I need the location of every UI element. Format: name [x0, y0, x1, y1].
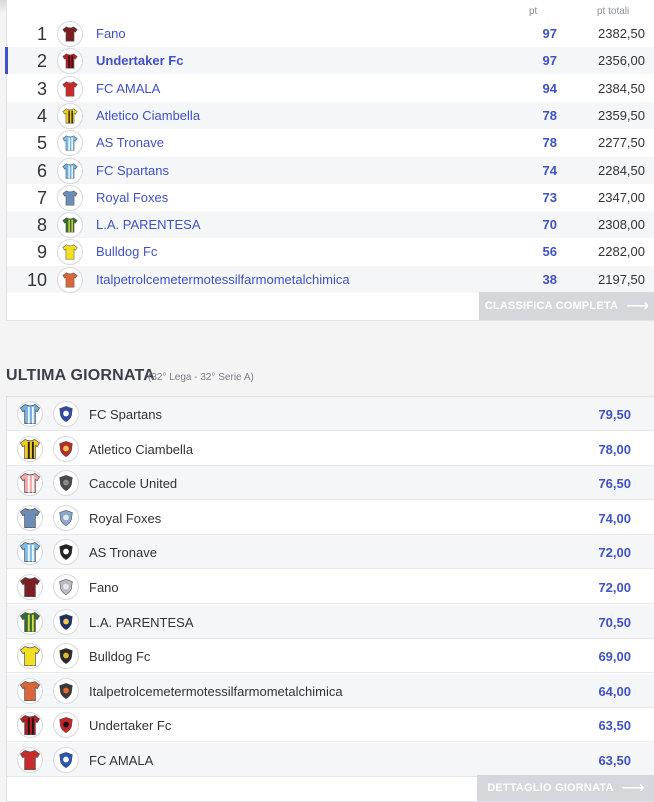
team-logo-icon — [53, 712, 79, 738]
team-logo-icon — [53, 643, 79, 669]
rank-number: 8 — [36, 215, 47, 236]
jersey-icon — [57, 185, 83, 211]
round-score: 79,50 — [598, 407, 631, 422]
jersey-icon — [57, 239, 83, 265]
dettaglio-giornata-button[interactable] — [477, 775, 654, 801]
rank-number: 9 — [36, 242, 47, 263]
team-name: Bulldog Fc — [89, 649, 151, 665]
round-score: 63,50 — [598, 753, 631, 768]
team-points: 78 — [542, 135, 557, 151]
team-logo-icon — [53, 747, 79, 773]
jersey-icon — [17, 505, 43, 531]
team-points: 97 — [542, 53, 557, 69]
round-row[interactable] — [7, 535, 654, 569]
jersey-icon — [57, 103, 83, 129]
rank-number: 10 — [26, 269, 47, 290]
team-name: FC Spartans — [89, 407, 162, 422]
jersey-icon — [57, 76, 83, 102]
jersey-icon — [17, 678, 43, 704]
round-score: 70,50 — [598, 614, 631, 630]
team-total-points: 2359,50 — [598, 107, 645, 123]
jersey-icon — [17, 747, 43, 773]
round-row[interactable] — [7, 639, 654, 673]
rank-number: 1 — [36, 24, 47, 44]
jersey-icon — [17, 436, 43, 462]
standings-row[interactable] — [7, 184, 654, 211]
jersey-icon — [57, 267, 83, 293]
team-name-link[interactable]: Royal Foxes — [96, 189, 169, 205]
team-total-points: 2384,50 — [598, 80, 645, 96]
round-score: 74,00 — [598, 510, 631, 526]
jersey-icon — [17, 401, 43, 427]
round-row[interactable] — [7, 743, 654, 777]
rank-number: 7 — [36, 187, 47, 208]
jersey-icon — [17, 539, 43, 565]
team-name: Royal Foxes — [89, 510, 162, 526]
jersey-icon — [17, 574, 43, 600]
team-points: 74 — [542, 162, 557, 178]
round-score: 72,00 — [598, 545, 631, 561]
standings-row[interactable] — [7, 266, 654, 293]
team-name-link[interactable]: Undertaker Fc — [96, 53, 184, 69]
team-name-link[interactable]: Bulldog Fc — [96, 244, 158, 260]
standings-row[interactable] — [7, 211, 654, 238]
round-score: 78,00 — [598, 441, 631, 457]
round-row[interactable] — [7, 397, 654, 431]
team-total-points: 2356,00 — [598, 53, 645, 69]
team-total-points: 2197,50 — [598, 271, 645, 287]
standings-row[interactable] — [7, 129, 654, 156]
rank-number: 6 — [36, 160, 47, 181]
jersey-icon — [17, 470, 43, 496]
team-logo-icon — [53, 505, 79, 531]
standings-row[interactable] — [7, 47, 654, 74]
team-name: Italpetrolcemetermotessilfarmometalchimica — [89, 683, 343, 699]
team-logo-icon — [53, 436, 79, 462]
round-score: 76,50 — [598, 476, 631, 492]
standings-row[interactable] — [7, 238, 654, 265]
team-name-link[interactable]: Fano — [96, 26, 126, 41]
team-points: 94 — [542, 80, 557, 96]
team-total-points: 2282,00 — [598, 244, 645, 260]
jersey-icon — [57, 212, 83, 238]
team-total-points: 2277,50 — [598, 135, 645, 151]
standings-row[interactable] — [7, 102, 654, 129]
ultima-giornata-subtitle: (32° Lega - 32° Serie A) — [148, 372, 254, 383]
jersey-icon — [17, 712, 43, 738]
jersey-icon — [57, 130, 83, 156]
team-name-link[interactable]: AS Tronave — [96, 135, 164, 151]
team-points: 70 — [542, 217, 557, 233]
team-logo-icon — [53, 609, 79, 635]
team-name: AS Tronave — [89, 545, 157, 561]
classifica-completa-button[interactable] — [479, 292, 654, 320]
team-points: 97 — [542, 26, 557, 41]
team-name: Fano — [89, 580, 119, 595]
arrow-right-icon: ⟶ — [621, 780, 645, 797]
rank-number: 5 — [36, 133, 47, 154]
team-name-link[interactable]: Atletico Ciambella — [96, 107, 201, 123]
rank-number: 2 — [36, 51, 47, 72]
team-logo-icon — [53, 470, 79, 496]
round-row[interactable] — [7, 570, 654, 604]
team-points: 56 — [542, 244, 557, 260]
round-score: 63,50 — [598, 718, 631, 734]
team-name-link[interactable]: L.A. PARENTESA — [96, 217, 201, 233]
round-row[interactable] — [7, 708, 654, 742]
team-name: FC AMALA — [89, 753, 154, 768]
team-logo-icon — [53, 574, 79, 600]
round-row[interactable] — [7, 674, 654, 708]
round-row[interactable] — [7, 466, 654, 500]
team-points: 73 — [542, 189, 557, 205]
team-points: 38 — [542, 271, 557, 287]
round-row[interactable] — [7, 432, 654, 466]
ultima-giornata-title: ULTIMA GIORNATA — [6, 367, 156, 384]
rank-number: 4 — [36, 105, 47, 126]
team-name-link[interactable]: FC AMALA — [96, 80, 161, 96]
col-header-pt-totali: pt totali — [597, 6, 630, 17]
team-total-points: 2284,50 — [598, 162, 645, 178]
standings-row[interactable] — [7, 20, 654, 47]
last-round-card — [6, 396, 654, 802]
team-logo-icon — [53, 678, 79, 704]
jersey-icon — [57, 158, 83, 184]
team-name-link[interactable]: Italpetrolcemetermotessilfarmometalchimica — [96, 271, 350, 287]
dettaglio-giornata-label: DETTAGLIO GIORNATA — [487, 782, 614, 794]
team-total-points: 2308,00 — [598, 217, 645, 233]
team-points: 78 — [542, 107, 557, 123]
round-score: 72,00 — [598, 580, 631, 595]
jersey-icon — [57, 21, 83, 47]
classifica-completa-label: CLASSIFICA COMPLETA — [484, 300, 619, 312]
team-logo-icon — [53, 401, 79, 427]
round-row[interactable] — [7, 501, 654, 535]
jersey-icon — [17, 609, 43, 635]
team-name: Undertaker Fc — [89, 718, 172, 734]
team-name-link[interactable]: FC Spartans — [96, 162, 169, 178]
team-name: Caccole United — [89, 476, 178, 492]
team-logo-icon — [53, 539, 79, 565]
standings-row[interactable] — [7, 75, 654, 102]
rank-number: 3 — [36, 78, 47, 99]
round-score: 69,00 — [598, 649, 631, 665]
team-total-points: 2347,00 — [598, 189, 645, 205]
team-name: L.A. PARENTESA — [89, 614, 194, 630]
team-total-points: 2382,50 — [598, 26, 645, 41]
standings-card — [6, 0, 654, 321]
col-header-pt: pt — [529, 6, 538, 17]
round-score: 64,00 — [598, 683, 631, 699]
standings-row[interactable] — [7, 157, 654, 184]
jersey-icon — [17, 643, 43, 669]
jersey-icon — [57, 48, 83, 74]
round-row[interactable] — [7, 605, 654, 639]
team-name: Atletico Ciambella — [89, 441, 194, 457]
arrow-right-icon: ⟶ — [626, 298, 650, 315]
